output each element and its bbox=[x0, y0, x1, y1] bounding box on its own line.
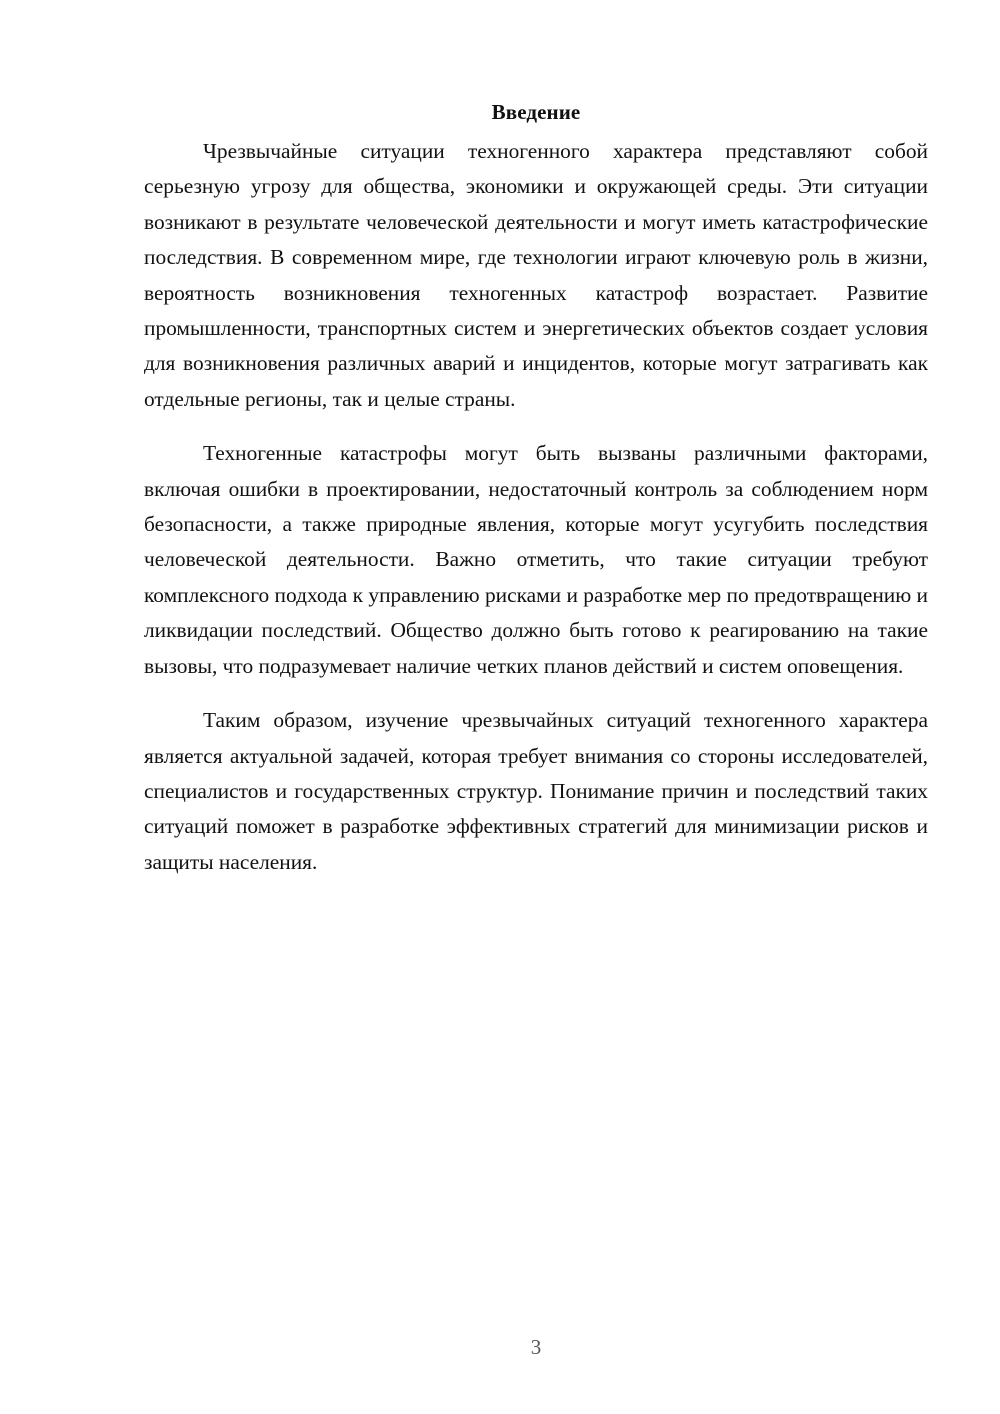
paragraph-3: Таким образом, изучение чрезвычайных ситуаций техногенного характера является актуальной задачей, которая требует внимания со стороны исследователей, специалистов и государственных структур. Понимание причин и последствий таких ситуаций поможет в разработке эффективных стратегий для минимизации рисков и защиты населения. bbox=[144, 708, 928, 874]
page-content bbox=[144, 98, 928, 899]
page-number: 3 bbox=[530, 1335, 542, 1359]
section-title: Введение bbox=[491, 100, 581, 124]
paragraph-2: Техногенные катастрофы могут быть вызваны различными факторами, включая ошибки в проектировании, недостаточный контроль за соблюдением норм безопасности, а также природные явления, которые могут усугубить последствия человеческой деятельности. Важно отметить, что такие ситуации требуют комплексного подхода к управлению рисками и разработке мер по предотвращению и ликвидации последствий. Общество должно быть готово к реагированию на такие вызовы, что подразумевает наличие четких планов действий и систем оповещения. bbox=[144, 441, 928, 678]
paragraph-1: Чрезвычайные ситуации техногенного характера представляют собой серьезную угрозу для общества, экономики и окружающей среды. Эти ситуации возникают в результате человеческой деятельности и могут иметь катастрофические последствия. В современном мире, где технологии играют ключевую роль в жизни, вероятность возникновения техногенных катастроф возрастает. Развитие промышленности, транспортных систем и энергетических объектов создает условия для возникновения различных аварий и инцидентов, которые могут затрагивать как отдельные регионы, так и целые страны. bbox=[144, 139, 928, 411]
